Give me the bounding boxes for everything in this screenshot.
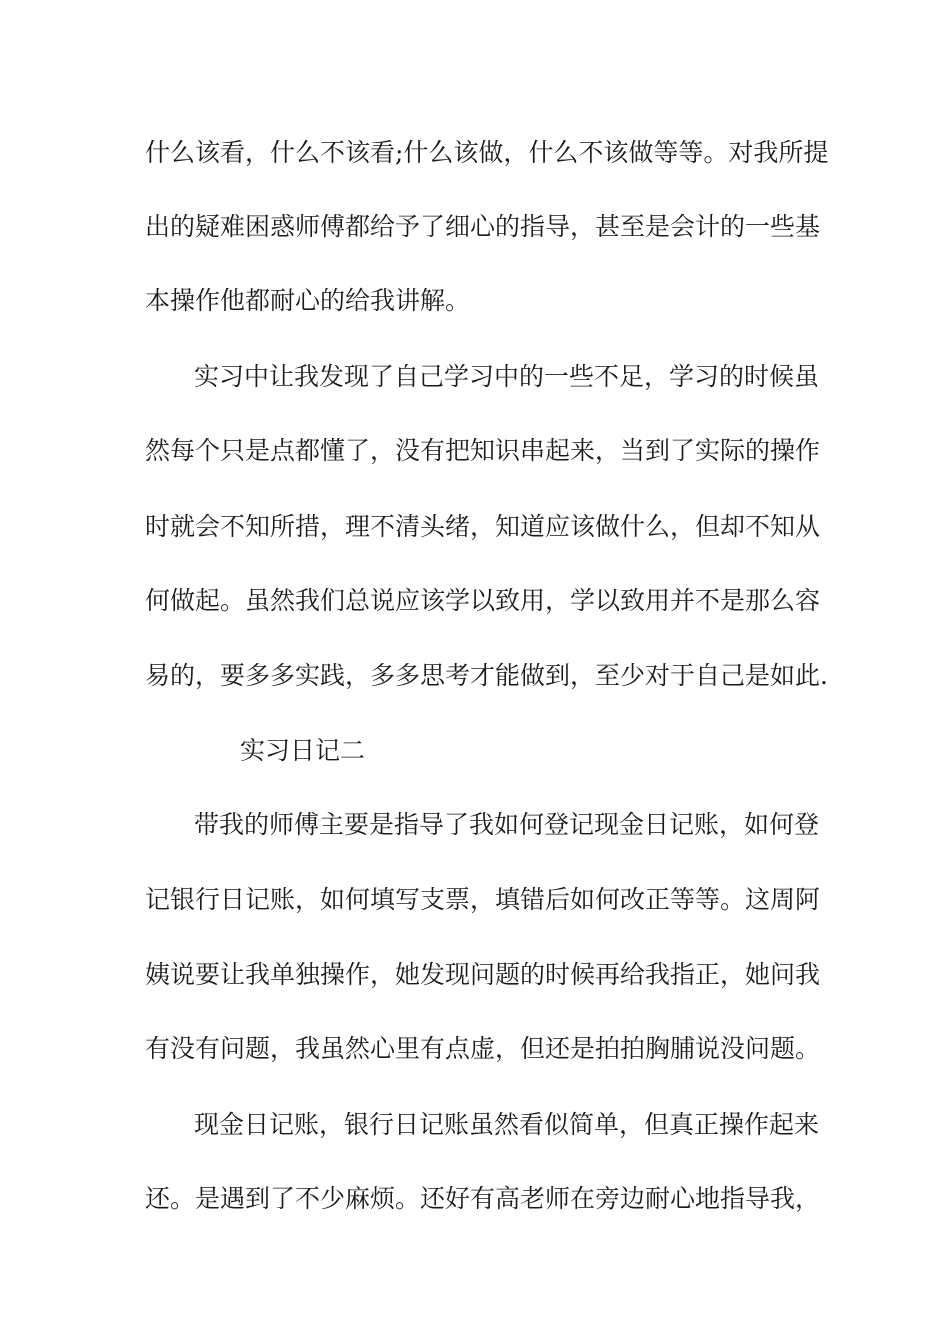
paragraph-first-line: 带我的师傅主要是指导了我如何登记现金日记账，如何登: [194, 810, 820, 839]
text-line: 然每个只是点都懂了，没有把知识串起来，当到了实际的操作: [145, 436, 821, 465]
text-line: 出的疑难困惑师傅都给予了细心的指导，甚至是会计的一些基: [145, 212, 821, 241]
text-line: 本操作他都耐心的给我讲解。: [145, 286, 471, 315]
text-line: 时就会不知所措，理不清头绪，知道应该做什么，但却不知从: [145, 512, 821, 541]
text-line: 什么该看，什么不该看;什么该做，什么不该做等等。对我所提: [145, 138, 829, 167]
paragraph-first-line: 现金日记账，银行日记账虽然看似简单，但真正操作起来: [194, 1110, 820, 1139]
text-line: 易的，要多多实践，多多思考才能做到，至少对于自己是如此.: [145, 661, 828, 690]
text-line: 何做起。虽然我们总说应该学以致用，学以致用并不是那么容: [145, 586, 821, 615]
text-line: 姨说要让我单独操作，她发现问题的时候再给我指正，她问我: [145, 960, 821, 989]
text-line: 记银行日记账，如何填写支票，填错后如何改正等等。这周阿: [145, 885, 821, 914]
paragraph-first-line: 实习中让我发现了自己学习中的一些不足，学习的时候虽: [194, 362, 820, 391]
text-line: 有没有问题，我虽然心里有点虚，但还是拍拍胸脯说没问题。: [145, 1034, 821, 1063]
text-line: 还。是遇到了不少麻烦。还好有高老师在旁边耐心地指导我，: [145, 1184, 821, 1213]
section-heading: 实习日记二: [240, 736, 366, 765]
